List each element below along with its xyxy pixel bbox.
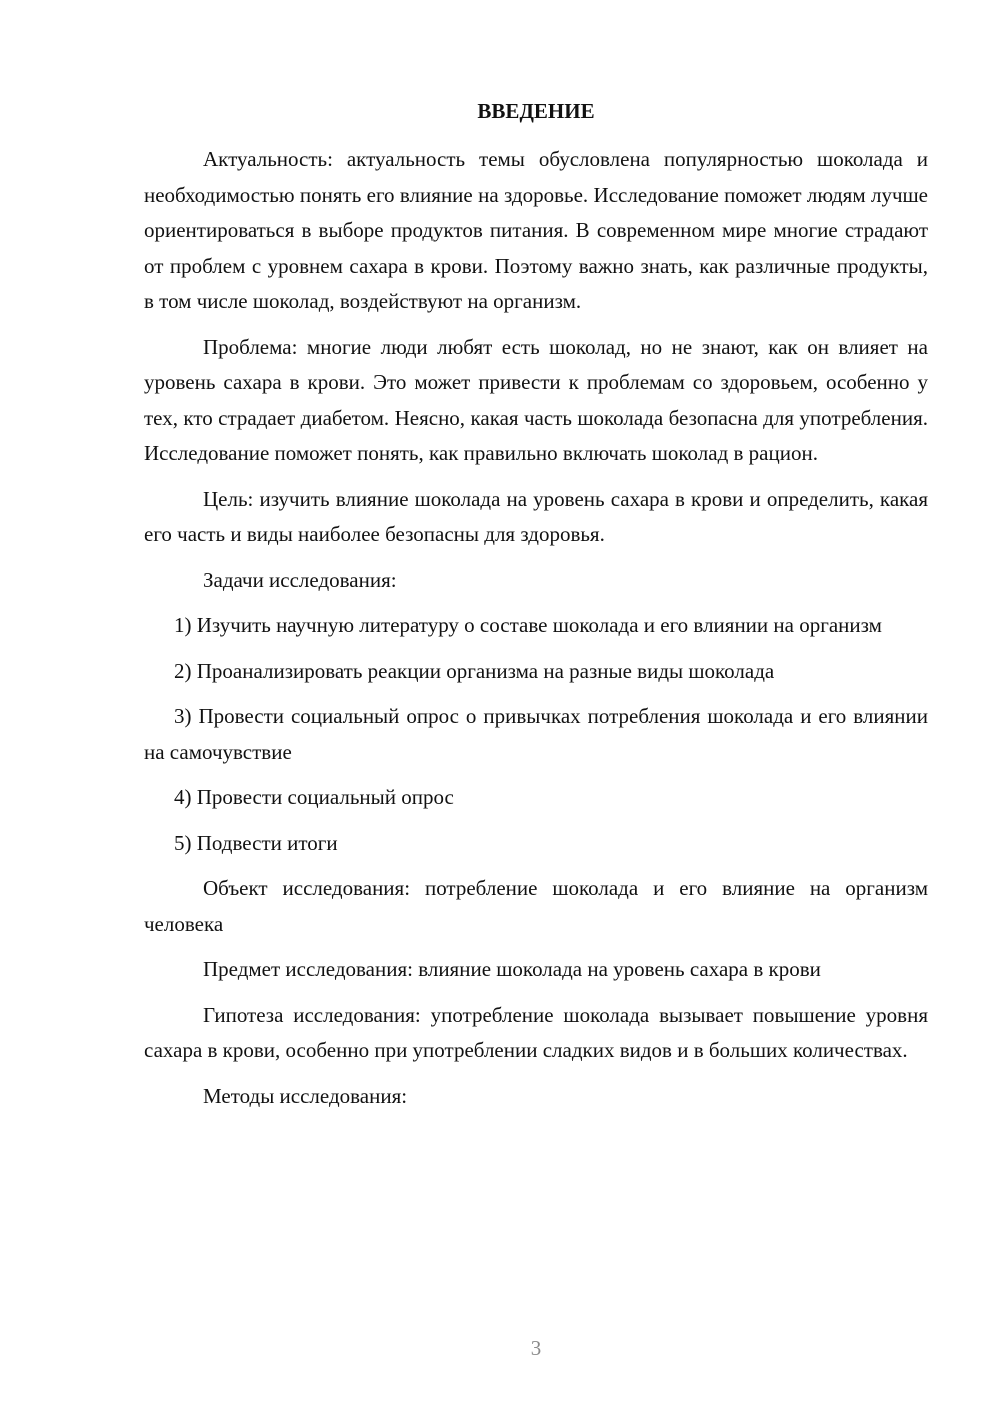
task-item: 3) Провести социальный опрос о привычках потребления шоколада и его влиянии на самочувствие [144, 704, 928, 764]
paragraph-hypothesis: Гипотеза исследования: употребление шоколада вызывает повышение уровня сахара в крови, особенно при употреблении сладких видов и в больших количествах. [144, 1002, 928, 1062]
paragraph-relevance: Актуальность: актуальность темы обусловлена популярностью шоколада и необходимостью понять его влияние на здоровье. Исследование поможет людям лучше ориентироваться в выборе продуктов питания. В современном мире многие страдают от проблем с уровнем сахара в крови. Поэтому важно знать, как различные продукты, в том числе шоколад, воздействуют на организм. [144, 147, 928, 313]
paragraph-goal: Цель: изучить влияние шоколада на уровень сахара в крови и определить, какая его часть и виды наиболее безопасны для здоровья. [144, 486, 928, 546]
task-item: 5) Подвести итоги [174, 830, 338, 855]
paragraph-object: Объект исследования: потребление шоколада и его влияние на организм человека [144, 876, 928, 936]
task-item: 2) Проанализировать реакции организма на разные виды шоколада [174, 658, 775, 683]
paragraph-subject: Предмет исследования: влияние шоколада на уровень сахара в крови [203, 957, 821, 981]
page-title: ВВЕДЕНИЕ [477, 99, 595, 123]
task-item: 4) Провести социальный опрос [174, 785, 454, 809]
body-text [144, 142, 928, 1124]
task-item: 1) Изучить научную литературу о составе шоколада и его влиянии на организм [174, 613, 882, 637]
page-number: 3 [530, 1336, 542, 1360]
methods-heading: Методы исследования: [203, 1083, 408, 1108]
tasks-heading: Задачи исследования: [203, 567, 397, 592]
paragraph-problem: Проблема: многие люди любят есть шоколад, но не знают, как он влияет на уровень сахара в крови. Это может привести к проблемам со здоровьем, особенно у тех, кто страдает диабетом. Неясно, какая часть шоколада безопасна для употребления. Исследование поможет понять, как правильно включать шоколад в рацион. [144, 334, 928, 465]
